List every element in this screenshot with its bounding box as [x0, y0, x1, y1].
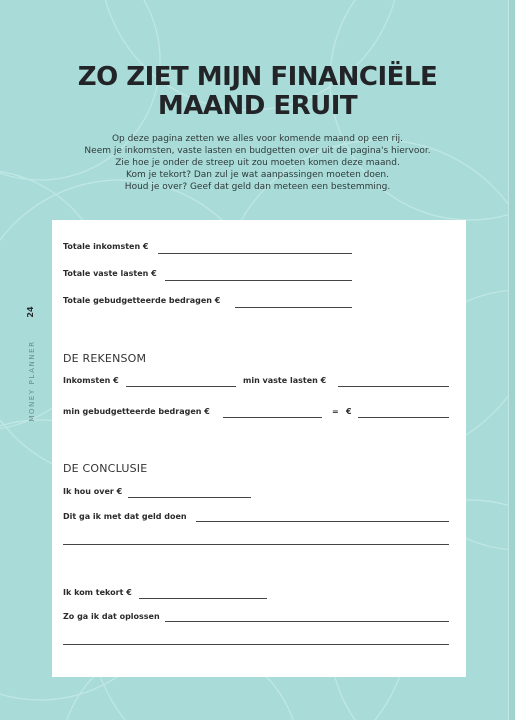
intro-line: Zie hoe je onder de streep uit zou moeten komen deze maand. — [115, 158, 400, 168]
surplus-action-field[interactable] — [196, 521, 449, 522]
euro-sign: € — [346, 407, 352, 416]
equals-sign: = — [332, 407, 339, 416]
total-budget-label: Totale gebudgetteerde bedragen € — [63, 296, 221, 305]
intro-text — [40, 133, 475, 193]
intro-line: Houd je over? Geef dat geld dan meteen een bestemming. — [124, 182, 391, 192]
rekensom-minus-fixed-label: min vaste lasten € — [243, 376, 327, 385]
page-title — [0, 63, 515, 121]
rekensom-minus-budget-label: min gebudgetteerde bedragen € — [63, 407, 210, 416]
rekensom-income-label: Inkomsten € — [63, 376, 119, 385]
rekensom-fixed-field[interactable] — [338, 386, 449, 387]
intro-line: Neem je inkomsten, vaste lasten en budgetten over uit de pagina's hiervoor. — [84, 146, 431, 156]
total-fixed-field[interactable] — [165, 280, 352, 281]
rekensom-income-field[interactable] — [126, 386, 236, 387]
form-card — [52, 220, 466, 677]
surplus-label: Ik hou over € — [63, 487, 123, 496]
intro-line: Op deze pagina zetten we alles voor komende maand op een rij. — [111, 134, 404, 144]
deficit-action-label: Zo ga ik dat oplossen — [63, 612, 160, 621]
title-line-2: MAAND ERUIT — [157, 91, 358, 121]
surplus-action-label: Dit ga ik met dat geld doen — [63, 512, 187, 521]
title-line-1: ZO ZIET MIJN FINANCIËLE — [77, 62, 438, 92]
total-income-field[interactable] — [158, 253, 352, 254]
deficit-field[interactable] — [139, 598, 267, 599]
rekensom-heading: DE REKENSOM — [63, 352, 147, 365]
deficit-action-field[interactable] — [165, 621, 449, 622]
deficit-action-field-2[interactable] — [63, 644, 449, 645]
total-fixed-label: Totale vaste lasten € — [63, 269, 157, 278]
deficit-label: Ik kom tekort € — [63, 588, 132, 597]
total-budget-field[interactable] — [235, 307, 352, 308]
surplus-action-field-2[interactable] — [63, 544, 449, 545]
total-income-label: Totale inkomsten € — [63, 242, 149, 251]
surplus-field[interactable] — [128, 497, 251, 498]
rekensom-result-field[interactable] — [358, 417, 449, 418]
side-label: MONEY PLANNER — [28, 340, 36, 422]
intro-line: Kom je tekort? Dan zul je wat aanpassingen moeten doen. — [126, 170, 389, 180]
page-number: 24 — [26, 306, 35, 318]
conclusie-heading: DE CONCLUSIE — [63, 462, 148, 475]
rekensom-budget-field[interactable] — [223, 417, 322, 418]
